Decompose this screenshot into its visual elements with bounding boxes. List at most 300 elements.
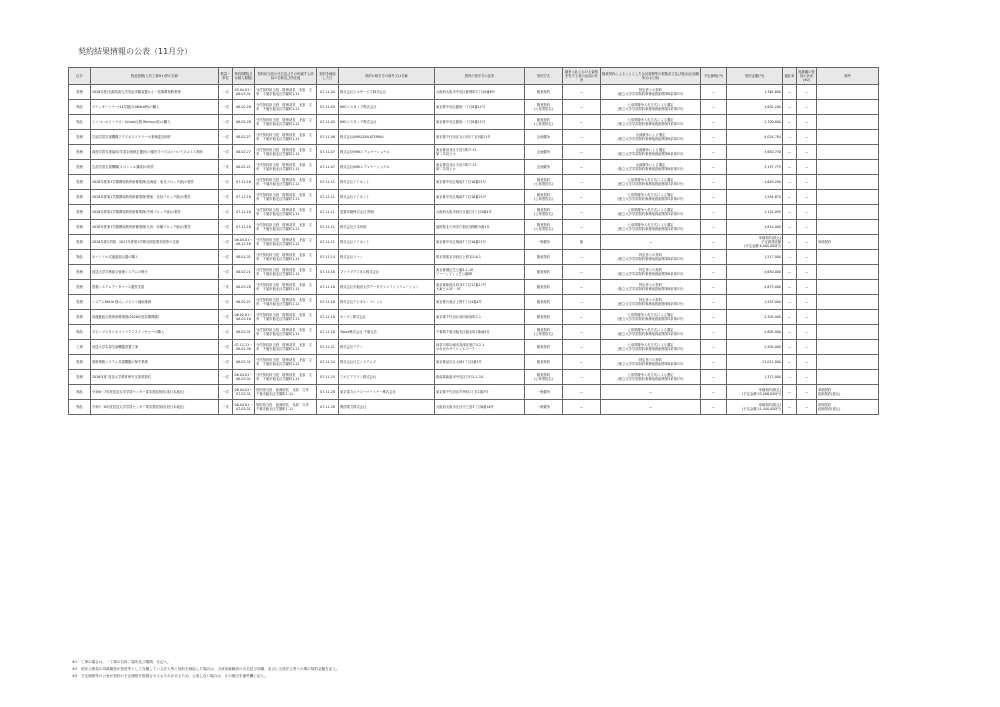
- table-cell: —: [783, 220, 797, 235]
- table-cell: [817, 340, 879, 355]
- table-cell: [817, 205, 879, 220]
- table-cell: 分任契約担当役 財務部長 北原 文孝 千葉市稲毛区学園町1-11: [255, 370, 317, 385]
- table-cell: 一式: [219, 100, 233, 115]
- column-header: 契約期間(又は納入期限): [233, 68, 255, 85]
- table-cell: —: [797, 265, 817, 280]
- table-cell: 2,505,000: [727, 340, 783, 355]
- table-cell: —: [701, 280, 727, 295]
- table-cell: —: [797, 280, 817, 295]
- table-row: [69, 385, 879, 400]
- table-cell: 役務: [69, 85, 91, 100]
- table-row: [69, 175, 879, 190]
- table-cell: 2026年度 放送大学教育研究支援者契約: [91, 370, 219, 385]
- table-cell: 06.04.01～08.03.31: [233, 370, 255, 385]
- table-cell: —: [563, 160, 601, 175]
- table-cell: 役務: [69, 205, 91, 220]
- table-cell: 07.11.18: [317, 265, 339, 280]
- table-cell: —: [563, 190, 601, 205]
- table-cell: 令和6～7年度放送大学学習センター電気需給契約(東日本地区): [91, 385, 219, 400]
- table-cell: 単価契約(税込) (予定金額 21,440,000円): [727, 400, 783, 415]
- table-cell: 1,557,000: [727, 295, 783, 310]
- table-row: [69, 325, 879, 340]
- table-cell: 06.03.20: [233, 280, 255, 295]
- table-cell: 分任契約担当役 財務部長 北原 文孝 千葉市稲毛区学園町1-11: [255, 355, 317, 370]
- table-cell: 一式: [219, 130, 233, 145]
- table-cell: 東京都新宿区四谷3丁目12番17号 大東ビル2F・3F: [435, 280, 525, 295]
- table-cell: Tokue株式会社 千葉支店: [339, 325, 435, 340]
- table-cell: [817, 310, 879, 325]
- table-cell: NKCマスタップ株式会社: [339, 115, 435, 130]
- table-cell: 07.11.28: [317, 385, 339, 400]
- table-cell: —: [563, 400, 601, 415]
- table-cell: 特定者との契約 (独立大学学部契約事務取扱細則第8条第1号): [601, 265, 701, 280]
- table-cell: 06.02.27: [233, 145, 255, 160]
- table-cell: 一式: [219, 385, 233, 400]
- table-cell: 一式: [219, 325, 233, 340]
- table-cell: 株式会社テクノ: [339, 340, 435, 355]
- table-cell: 一式: [219, 280, 233, 295]
- footnote-1: ※1 工事の場合は、「工事の名称、場所及び期間」を記入。: [72, 660, 171, 664]
- table-cell: 企画競争による選定 (独立大学学部契約事務取扱細則第8条第1号): [601, 130, 701, 145]
- table-cell: [817, 220, 879, 235]
- table-cell: 公募型競争入札方式による選定 (独立大学学部契約事務取扱細則第3条第1号): [601, 325, 701, 340]
- table-cell: 随意契約 (公募型指名): [525, 175, 563, 190]
- table-cell: 07.11.18: [317, 295, 339, 310]
- table-cell: —: [783, 175, 797, 190]
- table-cell: 2,605,000: [727, 325, 783, 340]
- table-cell: 東京都中央区築地7丁目16番21号: [435, 175, 525, 190]
- table-row: [69, 355, 879, 370]
- table-cell: 特定者との契約 (独立大学学部契約事務取扱細則第8条第1号): [601, 250, 701, 265]
- table-cell: —: [701, 250, 727, 265]
- table-cell: 公募型競争入札方式による選定 (独立大学学部契約事務取扱細則第3条第1号): [601, 205, 701, 220]
- table-cell: 公募型競争入札方式による選定 (独立大学学部契約事務取扱細則第3条第1号): [601, 190, 701, 205]
- table-cell: 随意契約 (公募型指名): [525, 190, 563, 205]
- table-cell: —: [783, 295, 797, 310]
- table-cell: 分任契約担当役 財務部長 北原 文孝 千葉市稲毛区学園町1-11: [255, 250, 317, 265]
- table-cell: 東京都渋谷区宇田川町7-13 第二共同ビル: [435, 160, 525, 175]
- table-row: [69, 250, 879, 265]
- table-row: [69, 280, 879, 295]
- table-cell: 分任契約担当役 財務部長 北原 文孝 千葉市稲毛区学園町1-11: [255, 310, 317, 325]
- table-cell: 06.02.21: [233, 160, 255, 175]
- table-cell: 一式: [219, 160, 233, 175]
- table-cell: [817, 190, 879, 205]
- table-cell: 07.11.06: [317, 130, 339, 145]
- table-cell: 一式: [219, 400, 233, 415]
- table-cell: 06.02.27: [233, 130, 255, 145]
- table-cell: —: [783, 235, 797, 250]
- table-cell: —: [701, 100, 727, 115]
- table-cell: 公募型競争入札方式による選定 (独立大学学部契約事務取扱細則第3条第1号): [601, 175, 701, 190]
- table-cell: —: [601, 385, 701, 400]
- table-cell: 1,372,000: [727, 370, 783, 385]
- table-cell: 東京都中央区銀座一丁目8番11号: [435, 115, 525, 130]
- table-cell: 特定者との契約 (独立大学学部契約事務取扱細則第8条第1号): [601, 295, 701, 310]
- table-cell: 2,700,000: [727, 115, 783, 130]
- table-cell: 高度学習支援協約(学習企画制定選択)の運営すべてはについてのストエ制作: [91, 145, 219, 160]
- table-cell: 分任契約担当役 財務部長 北原 文孝 千葉市稲毛区学園町1-11: [255, 325, 317, 340]
- table-cell: —: [563, 370, 601, 385]
- table-cell: 06.02.21: [233, 265, 255, 280]
- table-row: [69, 85, 879, 100]
- table-cell: [817, 370, 879, 385]
- table-cell: 役務: [69, 280, 91, 295]
- table-cell: 07.11.11: [317, 220, 339, 235]
- table-body: [69, 85, 879, 415]
- table-cell: トバ･ル･ルコーリオン(Vcolo社製 Wrmsyc用)の購入: [91, 115, 219, 130]
- table-cell: 役務: [69, 235, 91, 250]
- column-header: 契約担当役の氏名及びその所属する部局の名称及び所在地: [255, 68, 317, 85]
- table-cell: 企画競争: [525, 145, 563, 160]
- table-cell: 公募型競争入札方式による選定 (独立大学学部契約事務取扱細則第3条第1号): [601, 310, 701, 325]
- table-cell: 一式: [219, 220, 233, 235]
- table-cell: 東京都中央区銀座一丁目8番11号: [435, 100, 525, 115]
- table-cell: 分任契約担当役 財務部長 北原 文孝 千葉市稲毛区学園町1-11: [255, 85, 317, 100]
- table-cell: 分任契約担当役 財務部長 北原 文孝 千葉市稲毛区学園町1-11: [255, 115, 317, 130]
- table-cell: —: [701, 235, 727, 250]
- table-cell: 株式会社アイネット: [339, 175, 435, 190]
- table-cell: —: [563, 220, 601, 235]
- table-cell: 一式: [219, 115, 233, 130]
- table-cell: 07.11.07: [317, 145, 339, 160]
- table-cell: —: [701, 310, 727, 325]
- table-cell: 分任契約担当役 財務部長 北原 文孝 千葉市稲毛区学園町1-11: [255, 130, 317, 145]
- table-cell: 株式会社ジーン: [339, 250, 435, 265]
- table-cell: 株式会社NHKエデュケーショナル: [339, 145, 435, 160]
- table-cell: —: [783, 385, 797, 400]
- table-cell: 役務: [69, 220, 91, 235]
- table-row: [69, 160, 879, 175]
- table-row: [69, 340, 879, 355]
- table-row: [69, 370, 879, 385]
- table-cell: 単価契約(税込) 予定調達総額 (予定金額 6,000,000円): [727, 235, 783, 250]
- table-cell: 生涯学習支援機構(スペシャル講演)の制作: [91, 160, 219, 175]
- column-header: 予定価格(円): [701, 68, 727, 85]
- table-cell: 1,517,000: [727, 250, 783, 265]
- column-header: 随意契約によることとした会計規程等の根拠条文及び理由(企画競争又は公募): [601, 68, 701, 85]
- table-cell: システム8HUA 個人レジストリ補助業務: [91, 295, 219, 310]
- table-cell: 07.11.28: [317, 400, 339, 415]
- table-cell: —: [797, 145, 817, 160]
- table-row: [69, 220, 879, 235]
- table-cell: 3,650,730: [727, 145, 783, 160]
- table-cell: 07.11.18: [317, 280, 339, 295]
- table-cell: —: [783, 100, 797, 115]
- table-cell: 分任契約担当役 財務部長 北原 文孝 千葉市稲毛区学園町1-11: [255, 265, 317, 280]
- table-cell: 分任契約担当役 財務部長 北原 文孝 千葉市稲毛区学園町1-11: [255, 100, 317, 115]
- table-row: [69, 205, 879, 220]
- column-header: 契約を締結した日: [317, 68, 339, 85]
- table-cell: 千葉県千葉市稲毛区稲毛町2番地5号: [435, 325, 525, 340]
- table-cell: —: [563, 130, 601, 145]
- table-cell: —: [701, 325, 727, 340]
- table-cell: 4,024,784: [727, 130, 783, 145]
- table-cell: 物品: [69, 325, 91, 340]
- table-cell: 企画競争: [525, 160, 563, 175]
- table-cell: 07.11.11: [317, 175, 339, 190]
- table-cell: 株式会社アイネット: [339, 190, 435, 205]
- table-cell: オープン株式会社: [339, 310, 435, 325]
- table-cell: 一式: [219, 340, 233, 355]
- table-row: [69, 295, 879, 310]
- table-cell: 07.11.24: [317, 355, 339, 370]
- table-cell: 随意契約: [525, 85, 563, 100]
- table-cell: 企画競争による選定 (独立大学学部契約事務取扱細則第8条第1号): [601, 145, 701, 160]
- table-cell: —: [783, 130, 797, 145]
- table-cell: 工事: [69, 340, 91, 355]
- table-row: [69, 265, 879, 280]
- table-cell: —: [701, 130, 727, 145]
- table-cell: プリンタートナー(14位類)(10Bdrb時)の購入: [91, 100, 219, 115]
- table-cell: —: [783, 205, 797, 220]
- table-cell: 一式: [219, 205, 233, 220]
- table-cell: —: [797, 85, 817, 100]
- table-cell: 1,614,000: [727, 220, 783, 235]
- table-cell: 07.11.18: [317, 310, 339, 325]
- table-cell: 役務: [69, 265, 91, 280]
- table-cell: 東京電力エナジーパートナー株式会社: [339, 385, 435, 400]
- table-cell: 07.11.11: [317, 205, 339, 220]
- table-cell: 21,011,000: [727, 355, 783, 370]
- table-cell: 随意契約 (公募型指名): [525, 325, 563, 340]
- table-cell: 06.02.28: [233, 115, 255, 130]
- column-header: 再就職の役員の状況(※2): [797, 68, 817, 85]
- table-cell: —: [783, 115, 797, 130]
- table-cell: 新潟県新潟市中央区万代2-1-10: [435, 370, 525, 385]
- table-cell: 契約担当役 総務部長 北原 文孝 千葉市稲毛区学園町1-11: [255, 400, 317, 415]
- table-cell: 東京都千代田区内幸町1丁目1番3号: [435, 385, 525, 400]
- table-cell: 株式会社AMAZONLATERIKA: [339, 130, 435, 145]
- table-cell: 物品: [69, 250, 91, 265]
- table-cell: 役務: [69, 160, 91, 175]
- table-cell: 4,675,000: [727, 280, 783, 295]
- footnote-3: ※3 予定価格等の公表が契約の予定価格を推測させるおそれがあるため、公表しない場合は、その理由を備考欄に記入。: [72, 673, 268, 678]
- table-cell: —: [563, 340, 601, 355]
- table-cell: [817, 160, 879, 175]
- table-cell: [817, 85, 879, 100]
- table-cell: 随意契約: [525, 295, 563, 310]
- table-cell: 07.12.18: [233, 205, 255, 220]
- table-cell: 役務: [69, 175, 91, 190]
- table-cell: 随意契約: [525, 340, 563, 355]
- table-cell: —: [797, 160, 817, 175]
- table-cell: 役務: [69, 355, 91, 370]
- table-cell: 一式: [219, 145, 233, 160]
- table-cell: —: [701, 85, 727, 100]
- table-cell: 07.12.18: [233, 175, 255, 190]
- table-cell: 07.12.18: [233, 220, 255, 235]
- table-cell: [817, 295, 879, 310]
- column-header: 落札率: [783, 68, 797, 85]
- table-cell: 役務: [69, 370, 91, 385]
- table-cell: 物品: [69, 115, 91, 130]
- table-cell: 再運動総合教育研修業務(2026年度前期開講): [91, 310, 219, 325]
- table-cell: —: [797, 175, 817, 190]
- table-cell: 07.11.11: [317, 190, 339, 205]
- table-cell: 役務: [69, 190, 91, 205]
- table-cell: —: [701, 295, 727, 310]
- table-cell: —: [601, 400, 701, 415]
- table-cell: 生協学習支援機構アクジネスソナリーの業務委託制作: [91, 130, 219, 145]
- table-cell: 一式: [219, 190, 233, 205]
- table-cell: 放送大学本部空調機器設置工事: [91, 340, 219, 355]
- table-cell: —: [797, 340, 817, 355]
- table-cell: 一般競争: [525, 385, 563, 400]
- table-cell: 役務: [69, 310, 91, 325]
- table-cell: 特定者との契約 (独立大学学部契約事務取扱細則第8条第1号): [601, 355, 701, 370]
- column-header: 契約の相手方の住所: [435, 68, 525, 85]
- column-header: 契約金額(円): [727, 68, 783, 85]
- table-cell: —: [797, 325, 817, 340]
- table-cell: 公募型競争入札方式による選定 (独立大学学部契約事務取扱細則第3条第1号): [601, 115, 701, 130]
- table-cell: —: [783, 370, 797, 385]
- table-cell: 随意契約: [525, 280, 563, 295]
- table-cell: 株式会社日立システムズ: [339, 355, 435, 370]
- table-header: [69, 68, 879, 85]
- table-cell: 特定者との契約 (独立大学学部契約事務取扱細則第8条第1号): [601, 280, 701, 295]
- table-cell: 分任契約担当役 財務部長 北原 文孝 千葉市稲毛区学園町1-11: [255, 220, 317, 235]
- table-cell: 東京都港区芝公園1-1-10 アーバンフィッ芝公園8F: [435, 265, 525, 280]
- table-cell: —: [563, 175, 601, 190]
- table-row: [69, 100, 879, 115]
- table-cell: 一式: [219, 250, 233, 265]
- table-cell: 06.03.31: [233, 355, 255, 370]
- table-cell: [817, 175, 879, 190]
- table-cell: 分任契約担当役 財務部長 北原 文孝 千葉市稲毛区学園町1-11: [255, 145, 317, 160]
- column-header: 数量・単位: [219, 68, 233, 85]
- table-cell: 1,362,600: [727, 85, 783, 100]
- table-cell: —: [701, 355, 727, 370]
- table-cell: 企画競争: [525, 130, 563, 145]
- column-header: 物品役務(公共工事※1)等の名称: [91, 68, 219, 85]
- table-cell: 関西電力株式会社: [339, 400, 435, 415]
- table-cell: —: [701, 115, 727, 130]
- contract-results-table: [68, 67, 879, 415]
- table-cell: —: [797, 370, 817, 385]
- table-cell: 一般競争: [525, 400, 563, 415]
- table-cell: [817, 250, 879, 265]
- table-cell: 単価契約: [817, 235, 879, 250]
- table-cell: 福岡県北九州市戸畑区西鞘町9番1号: [435, 220, 525, 235]
- table-cell: 役務: [69, 130, 91, 145]
- table-cell: 一般競争: [525, 235, 563, 250]
- table-cell: 株式会社デジタル・ナレッジ: [339, 295, 435, 310]
- table-cell: 随意契約: [525, 250, 563, 265]
- table-cell: —: [797, 190, 817, 205]
- table-cell: 2026年度第1学期開始教育研修業務(九州・沖縄ブロック版)の製作: [91, 220, 219, 235]
- table-cell: —: [701, 220, 727, 235]
- table-cell: —: [701, 205, 727, 220]
- column-header: 契約方式: [525, 68, 563, 85]
- table-cell: —: [701, 265, 727, 280]
- table-cell: 06.02.21: [233, 295, 255, 310]
- table-cell: —: [783, 355, 797, 370]
- table-cell: —: [701, 385, 727, 400]
- table-cell: 役務: [69, 295, 91, 310]
- table-cell: —: [563, 250, 601, 265]
- footnote-2: ※2 国家公務員の再就職者が役員等として在職している法人等と契約を締結した場合は、当該再就職者の氏名及び前職、並びに当該法人等との間の契約金額を記入。: [72, 666, 340, 671]
- table-cell: —: [563, 280, 601, 295]
- table-cell: —: [701, 400, 727, 415]
- table-cell: 大阪府大阪市北区中之島3丁目6番16号: [435, 400, 525, 415]
- table-cell: 07.11.11: [317, 235, 339, 250]
- table-cell: 株式会社NHKエデュケーショナル: [339, 160, 435, 175]
- table-cell: 東京都中央区築地7丁目16番21号: [435, 190, 525, 205]
- table-cell: —: [797, 100, 817, 115]
- table-row: [69, 115, 879, 130]
- table-cell: 06.01.31: [233, 250, 255, 265]
- table-cell: 株式会社日本印刷: [339, 220, 435, 235]
- table-cell: ネハンドル式液晶展示器の購入: [91, 250, 219, 265]
- table-cell: 図書システムデータベース運営支援: [91, 280, 219, 295]
- table-cell: 2026年度第1学期開始教育研修業務(中国ブロック版)の製作: [91, 205, 219, 220]
- table-cell: —: [783, 340, 797, 355]
- table-cell: 1,594,870: [727, 190, 783, 205]
- table-cell: 随意契約 (公募型指名): [525, 220, 563, 235]
- page-title: 契約結果情報の公表（11月分）: [78, 47, 193, 56]
- table-cell: 大阪府大阪市中央区静岡町2丁目6番6号: [435, 85, 525, 100]
- table-cell: 随意契約 (公募型指名): [525, 100, 563, 115]
- table-cell: 公募型競争入札方式による選定 (独立大学学部契約事務取扱細則第3条第1号): [601, 220, 701, 235]
- table-cell: —: [783, 325, 797, 340]
- table-cell: —: [797, 205, 817, 220]
- table-cell: 分任契約担当役 財務部長 北原 文孝 千葉市稲毛区学園町1-11: [255, 175, 317, 190]
- table-cell: 分任契約担当役 財務部長 北原 文孝 千葉市稲毛区学園町1-11: [255, 160, 317, 175]
- table-cell: 随意契約: [525, 265, 563, 280]
- table-cell: —: [783, 400, 797, 415]
- table-cell: —: [783, 280, 797, 295]
- table-cell: 物品: [69, 100, 91, 115]
- table-cell: 分任契約担当役 財務部長 北原 文孝 千葉市稲毛区学園町1-11: [255, 295, 317, 310]
- table-cell: 一式: [219, 310, 233, 325]
- table-cell: —: [701, 160, 727, 175]
- table-cell: [817, 130, 879, 145]
- table-row: [69, 400, 879, 415]
- table-cell: 07.11.07: [317, 160, 339, 175]
- table-cell: —: [797, 310, 817, 325]
- table-cell: —: [797, 220, 817, 235]
- table-cell: [817, 100, 879, 115]
- table-cell: 随意契約 (公募型指名): [525, 370, 563, 385]
- table-cell: 分任契約担当役 財務部長 北原 文孝 千葉市稲毛区学園町1-11: [255, 280, 317, 295]
- table-cell: 06.03.31: [233, 325, 255, 340]
- table-cell: 放送大学学務総合管理システムの保守: [91, 265, 219, 280]
- table-cell: —: [797, 385, 817, 400]
- table-cell: 東京都中央区築地7丁目16番21号: [435, 235, 525, 250]
- footnotes: [72, 659, 340, 679]
- table-cell: 随意契約 (公募型指名): [525, 115, 563, 130]
- table-cell: 06.04.01～07.03.31: [233, 385, 255, 400]
- table-cell: 分任契約担当役 財務部長 北原 文孝 千葉市稲毛区学園町1-11: [255, 340, 317, 355]
- table-cell: 07.11.05: [317, 115, 339, 130]
- table-cell: 株式会社アイネット: [339, 235, 435, 250]
- table-cell: NKCマスタップ株式会社: [339, 100, 435, 115]
- table-row: [69, 190, 879, 205]
- table-cell: 分任契約担当役 財務部長 北原 文孝 千葉市稲毛区学園町1-11: [255, 205, 317, 220]
- table-cell: —: [563, 265, 601, 280]
- table-cell: —: [797, 115, 817, 130]
- table-cell: —: [563, 205, 601, 220]
- table-cell: 06.04.01～07.03.31: [233, 400, 255, 415]
- table-cell: 07.11.05: [317, 100, 339, 115]
- table-cell: 役務: [69, 145, 91, 160]
- table-cell: 07.11.04: [317, 85, 339, 100]
- table-cell: 東京都台東区上野7丁目4番4号: [435, 295, 525, 310]
- table-cell: [817, 265, 879, 280]
- table-cell: 07.11.25: [317, 370, 339, 385]
- table-cell: —: [783, 310, 797, 325]
